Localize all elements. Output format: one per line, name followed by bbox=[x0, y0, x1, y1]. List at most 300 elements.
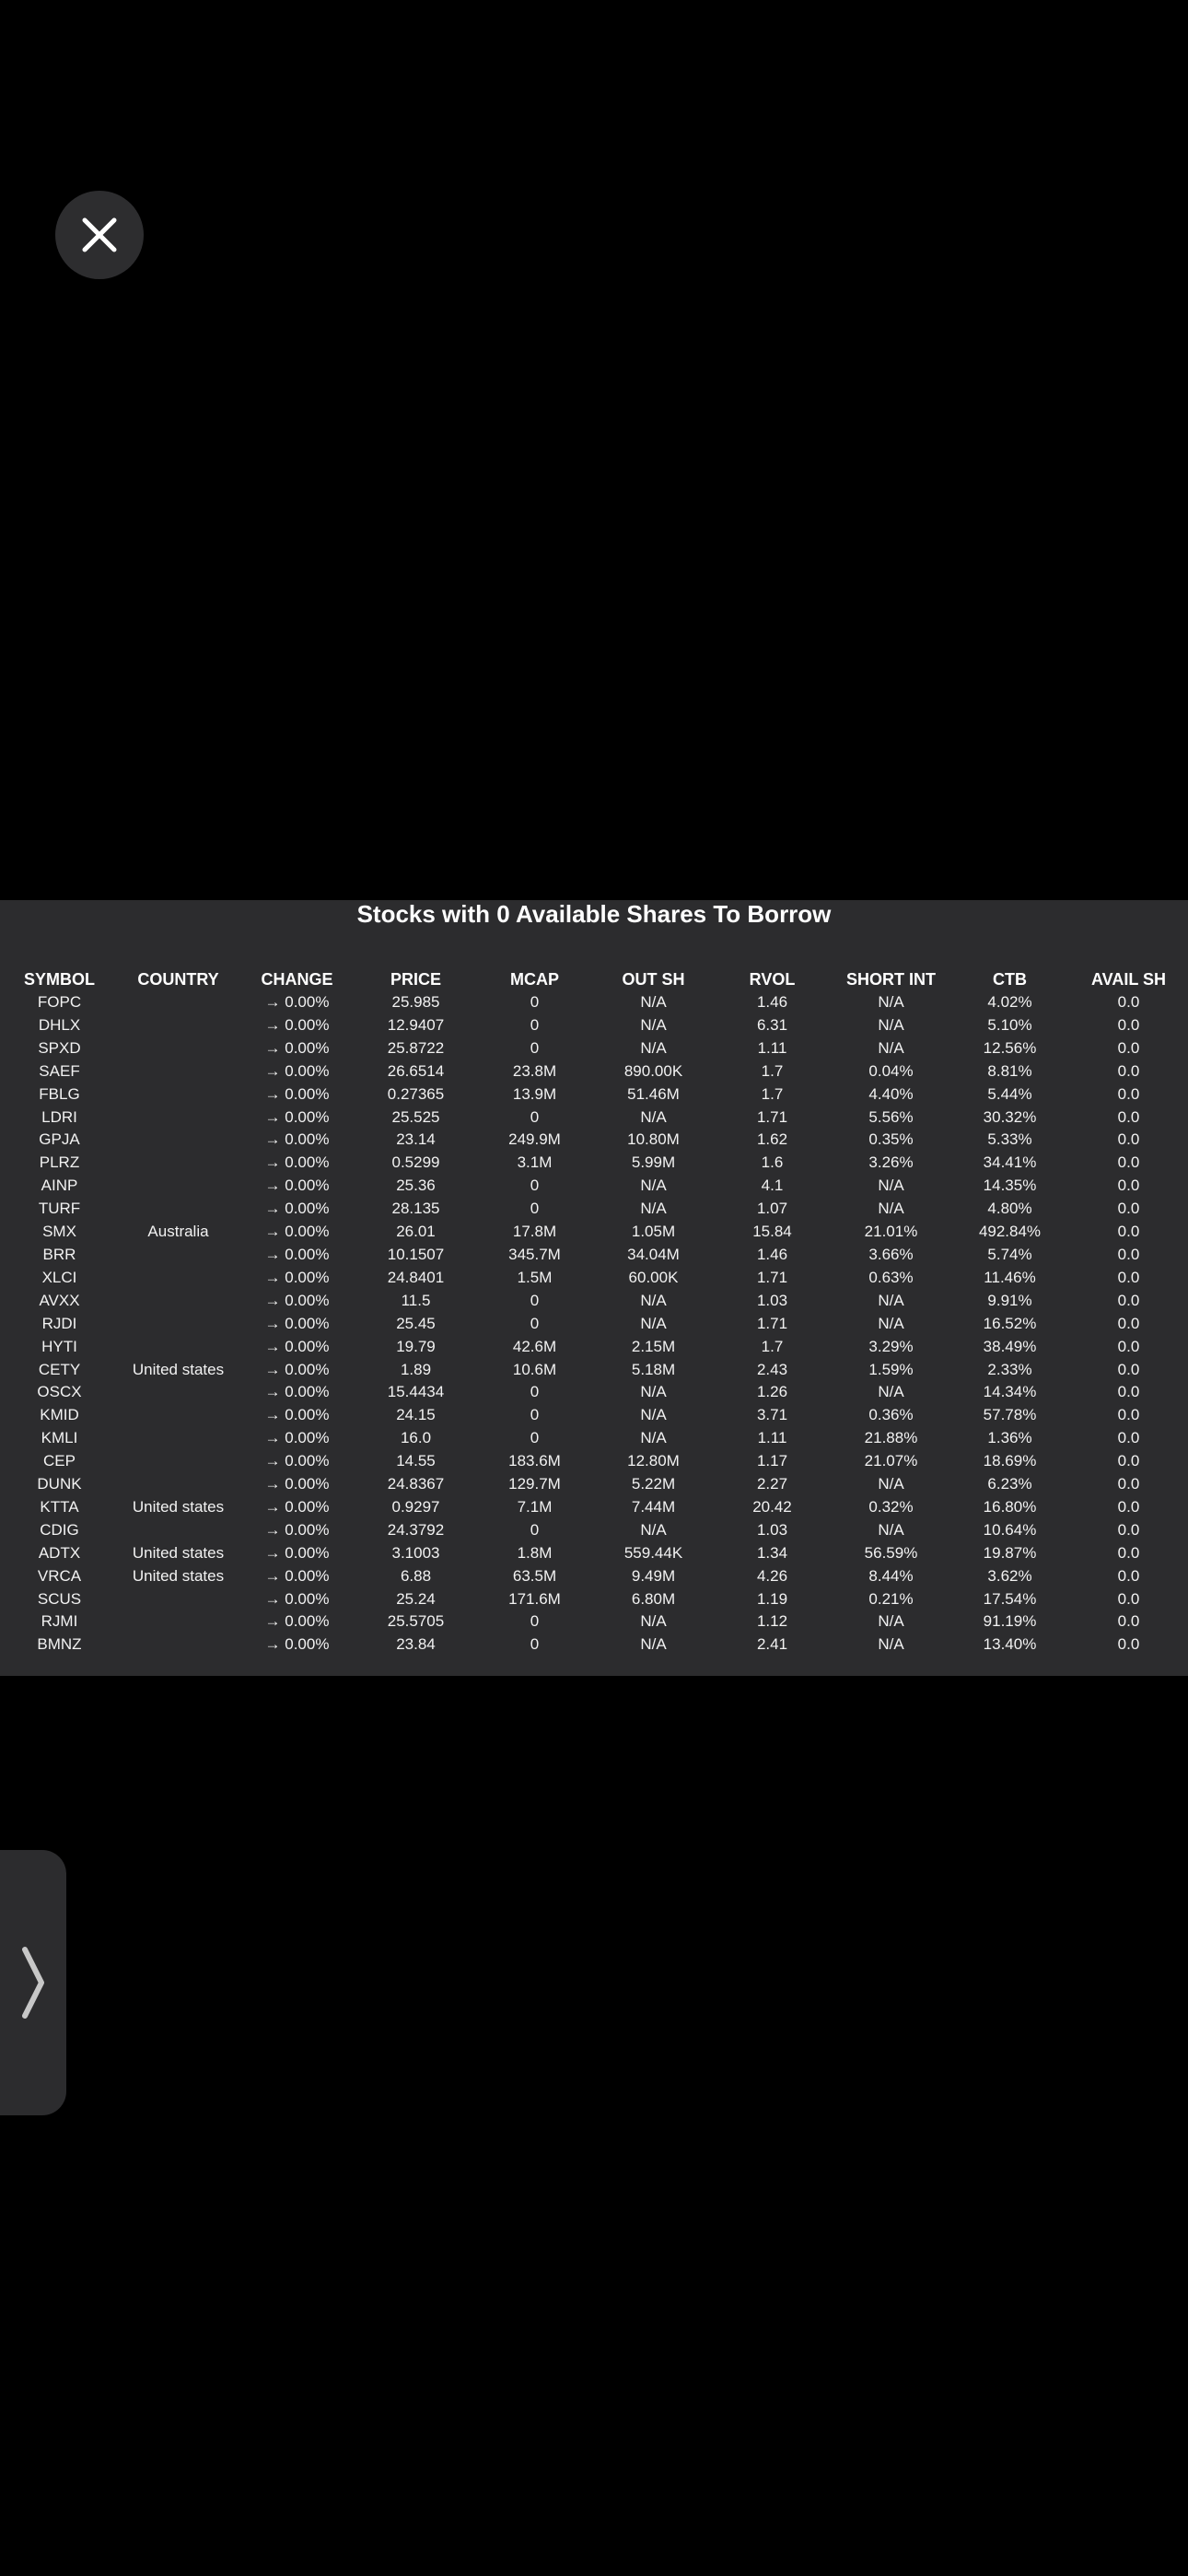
table-cell: 23.14 bbox=[396, 1130, 436, 1149]
table-cell: 21.01% bbox=[864, 1223, 918, 1241]
table-cell: 0.0 bbox=[1117, 1543, 1140, 1562]
table-cell: FBLG bbox=[39, 1084, 80, 1103]
column-header: SYMBOL bbox=[23, 970, 95, 989]
table-cell bbox=[119, 1060, 238, 1083]
table-cell: 25.24 bbox=[396, 1589, 436, 1608]
table-cell: LDRI bbox=[41, 1107, 77, 1126]
table-cell: 0 bbox=[530, 1107, 540, 1126]
table-cell: 7.1M bbox=[517, 1497, 553, 1516]
table-cell: → 0.00% bbox=[264, 1612, 330, 1631]
table-cell: 0 bbox=[530, 1314, 540, 1332]
table-cell: N/A bbox=[878, 1015, 904, 1034]
table-cell: 19.79 bbox=[396, 1337, 436, 1355]
table-cell: BRR bbox=[42, 1245, 76, 1263]
table-cell: 0.0 bbox=[1117, 1200, 1140, 1218]
table-cell: 25.5705 bbox=[387, 1612, 445, 1631]
table-cell: 51.46M bbox=[627, 1084, 680, 1103]
table-cell: 0 bbox=[530, 1520, 540, 1539]
table-cell: 1.62 bbox=[756, 1130, 788, 1149]
table-cell: 1.19 bbox=[756, 1589, 788, 1608]
stocks-table bbox=[0, 967, 1188, 1657]
table-cell: → 0.00% bbox=[264, 1635, 330, 1654]
table-cell: → 0.00% bbox=[264, 1130, 330, 1149]
table-cell bbox=[119, 1290, 238, 1313]
table-cell bbox=[119, 1427, 238, 1450]
table-cell: 4.80% bbox=[987, 1200, 1032, 1218]
table-cell: 26.01 bbox=[396, 1223, 436, 1241]
table-cell: 0.0 bbox=[1117, 1314, 1140, 1332]
table-cell bbox=[119, 1404, 238, 1427]
table-cell: → 0.00% bbox=[264, 1360, 330, 1378]
table-cell: → 0.00% bbox=[264, 1061, 330, 1080]
table-cell: 23.8M bbox=[512, 1061, 557, 1080]
table-cell: N/A bbox=[878, 1291, 904, 1309]
table-cell: 14.34% bbox=[983, 1383, 1037, 1401]
table-row bbox=[0, 1359, 1188, 1382]
table-cell: 14.35% bbox=[983, 1177, 1037, 1195]
table-cell bbox=[119, 1610, 238, 1633]
table-cell: 16.52% bbox=[983, 1314, 1037, 1332]
table-cell: 3.66% bbox=[868, 1245, 914, 1263]
table-cell: 91.19% bbox=[983, 1612, 1037, 1631]
table-row bbox=[0, 1267, 1188, 1290]
table-cell: 57.78% bbox=[983, 1406, 1037, 1424]
table-cell: 5.22M bbox=[631, 1475, 676, 1493]
table-cell: 171.6M bbox=[508, 1589, 561, 1608]
table-cell bbox=[119, 1037, 238, 1060]
table-cell: 1.11 bbox=[757, 1038, 787, 1057]
table-cell: 0.9297 bbox=[391, 1497, 440, 1516]
table-row bbox=[0, 1060, 1188, 1083]
table-cell: 0.0 bbox=[1117, 1130, 1140, 1149]
table-cell: 1.71 bbox=[756, 1314, 788, 1332]
table-row bbox=[0, 1083, 1188, 1107]
table-cell: N/A bbox=[640, 1635, 667, 1654]
table-cell: 0.0 bbox=[1117, 1268, 1140, 1286]
table-cell bbox=[119, 1381, 238, 1404]
table-cell: 10.80M bbox=[627, 1130, 680, 1149]
table-cell: → 0.00% bbox=[264, 1038, 330, 1057]
table-cell: 0 bbox=[530, 1429, 540, 1447]
table-row bbox=[0, 1496, 1188, 1519]
table-cell: 0.0 bbox=[1117, 1061, 1140, 1080]
table-cell: 2.43 bbox=[756, 1360, 788, 1378]
table-cell: 1.36% bbox=[987, 1429, 1032, 1447]
table-cell: 12.56% bbox=[983, 1038, 1037, 1057]
table-row bbox=[0, 1244, 1188, 1267]
table-cell: 19.87% bbox=[983, 1543, 1037, 1562]
table-cell: 0.0 bbox=[1117, 1245, 1140, 1263]
table-cell: N/A bbox=[640, 1107, 667, 1126]
table-row bbox=[0, 1610, 1188, 1633]
column-header: SHORT INT bbox=[846, 970, 936, 989]
table-cell: N/A bbox=[878, 1038, 904, 1057]
table-row bbox=[0, 1037, 1188, 1060]
table-cell: United states bbox=[132, 1566, 225, 1585]
column-header: CHANGE bbox=[261, 970, 333, 989]
table-cell: → 0.00% bbox=[264, 1223, 330, 1241]
table-cell: 25.45 bbox=[396, 1314, 436, 1332]
table-cell: 24.15 bbox=[396, 1406, 436, 1424]
table-cell: 0 bbox=[530, 993, 540, 1011]
table-row bbox=[0, 1633, 1188, 1657]
table-cell: 56.59% bbox=[864, 1543, 918, 1562]
table-cell: N/A bbox=[640, 1200, 667, 1218]
table-cell: 345.7M bbox=[508, 1245, 561, 1263]
table-cell: N/A bbox=[878, 1177, 904, 1195]
table-row bbox=[0, 991, 1188, 1014]
table-cell: 0.0 bbox=[1117, 1406, 1140, 1424]
table-cell: 0.0 bbox=[1117, 1015, 1140, 1034]
table-cell: 16.0 bbox=[400, 1429, 432, 1447]
table-cell: 1.34 bbox=[756, 1543, 788, 1562]
panel-title: Stocks with 0 Available Shares To Borrow bbox=[356, 900, 832, 928]
table-cell: 25.36 bbox=[396, 1177, 436, 1195]
table-cell bbox=[119, 1450, 238, 1473]
table-row bbox=[0, 1290, 1188, 1313]
table-cell: 0.0 bbox=[1117, 1291, 1140, 1309]
table-cell bbox=[119, 1336, 238, 1359]
table-row bbox=[0, 1450, 1188, 1473]
table-cell: 4.40% bbox=[868, 1084, 914, 1103]
table-cell: KTTA bbox=[40, 1497, 79, 1516]
table-cell: GPJA bbox=[39, 1130, 80, 1149]
table-cell: 2.15M bbox=[631, 1337, 676, 1355]
table-cell: 559.44K bbox=[623, 1543, 683, 1562]
table-cell: XLCI bbox=[41, 1268, 77, 1286]
table-cell: 15.4434 bbox=[387, 1383, 445, 1401]
table-cell: 0 bbox=[530, 1383, 540, 1401]
table-row bbox=[0, 1014, 1188, 1037]
table-cell: 8.44% bbox=[868, 1566, 914, 1585]
table-cell: 1.8M bbox=[517, 1543, 553, 1562]
column-header: MCAP bbox=[510, 970, 559, 989]
table-cell: 18.69% bbox=[983, 1452, 1037, 1470]
table-cell: 0.27365 bbox=[387, 1084, 445, 1103]
table-cell: 15.84 bbox=[752, 1223, 792, 1241]
table-cell: PLRZ bbox=[39, 1153, 80, 1172]
table-cell: N/A bbox=[878, 1383, 904, 1401]
table-cell: 6.88 bbox=[400, 1566, 432, 1585]
table-cell: 13.40% bbox=[983, 1635, 1037, 1654]
table-cell: 0.0 bbox=[1117, 1612, 1140, 1631]
table-row bbox=[0, 1221, 1188, 1244]
table-cell: 5.33% bbox=[987, 1130, 1032, 1149]
table-cell: 24.3792 bbox=[387, 1520, 445, 1539]
table-cell: N/A bbox=[640, 1015, 667, 1034]
table-cell: → 0.00% bbox=[264, 1520, 330, 1539]
table-cell: KMID bbox=[40, 1406, 79, 1424]
table-cell: 2.27 bbox=[756, 1475, 788, 1493]
table-cell: 25.985 bbox=[391, 993, 440, 1011]
table-cell: → 0.00% bbox=[264, 1497, 330, 1516]
table-cell: 38.49% bbox=[983, 1337, 1037, 1355]
close-icon bbox=[81, 217, 118, 253]
table-cell: RJDI bbox=[41, 1314, 77, 1332]
table-cell: 20.42 bbox=[752, 1497, 792, 1516]
table-cell: RJMI bbox=[41, 1612, 78, 1631]
table-cell bbox=[119, 1267, 238, 1290]
table-cell: N/A bbox=[640, 1291, 667, 1309]
table-cell: N/A bbox=[878, 1520, 904, 1539]
table-cell: N/A bbox=[640, 1383, 667, 1401]
table-cell: 0.0 bbox=[1117, 1223, 1140, 1241]
table-cell: 17.8M bbox=[512, 1223, 557, 1241]
table-cell bbox=[119, 1473, 238, 1496]
table-cell: 11.5 bbox=[401, 1291, 431, 1309]
table-cell: 34.04M bbox=[627, 1245, 680, 1263]
column-header: AVAIL SH bbox=[1090, 970, 1166, 989]
table-cell: 6.23% bbox=[987, 1475, 1032, 1493]
table-cell: 0.35% bbox=[868, 1130, 914, 1149]
table-cell: → 0.00% bbox=[264, 1245, 330, 1263]
table-cell bbox=[119, 1633, 238, 1657]
table-cell: N/A bbox=[878, 1635, 904, 1654]
table-cell bbox=[119, 1519, 238, 1542]
table-cell: 0.0 bbox=[1117, 1153, 1140, 1172]
table-cell: SAEF bbox=[39, 1061, 80, 1080]
table-cell: 12.9407 bbox=[387, 1015, 445, 1034]
table-cell: AVXX bbox=[39, 1291, 80, 1309]
table-cell: 1.59% bbox=[868, 1360, 914, 1378]
table-cell: → 0.00% bbox=[264, 1452, 330, 1470]
table-cell: 17.54% bbox=[983, 1589, 1037, 1608]
table-cell: → 0.00% bbox=[264, 1406, 330, 1424]
table-cell: 34.41% bbox=[983, 1153, 1037, 1172]
table-cell: 1.71 bbox=[756, 1107, 788, 1126]
table-cell: 3.62% bbox=[987, 1566, 1032, 1585]
table-cell: 183.6M bbox=[508, 1452, 561, 1470]
table-cell: 0.0 bbox=[1117, 1038, 1140, 1057]
column-header: OUT SH bbox=[622, 970, 685, 989]
table-cell: 10.64% bbox=[983, 1520, 1037, 1539]
table-cell: 3.29% bbox=[868, 1337, 914, 1355]
table-cell: 9.49M bbox=[631, 1566, 676, 1585]
table-cell: 5.44% bbox=[987, 1084, 1032, 1103]
close-button[interactable] bbox=[55, 191, 144, 279]
table-cell: TURF bbox=[38, 1200, 81, 1218]
table-cell: 23.84 bbox=[396, 1635, 436, 1654]
table-cell: → 0.00% bbox=[264, 1268, 330, 1286]
table-cell: N/A bbox=[640, 1314, 667, 1332]
table-cell: 1.6 bbox=[761, 1153, 784, 1172]
table-cell: 0.0 bbox=[1117, 1635, 1140, 1654]
table-cell: CDIG bbox=[40, 1520, 79, 1539]
table-cell: 3.1003 bbox=[391, 1543, 440, 1562]
table-cell: 3.1M bbox=[517, 1153, 553, 1172]
table-cell bbox=[119, 1244, 238, 1267]
table-cell bbox=[119, 1588, 238, 1611]
table-cell: United states bbox=[132, 1497, 225, 1516]
table-cell: 0 bbox=[530, 1406, 540, 1424]
table-cell: → 0.00% bbox=[264, 1015, 330, 1034]
table-cell: 1.71 bbox=[756, 1268, 788, 1286]
table-cell: 16.80% bbox=[983, 1497, 1037, 1516]
table-cell: 2.41 bbox=[756, 1635, 788, 1654]
table-cell: CEP bbox=[43, 1452, 76, 1470]
table-cell: 5.56% bbox=[868, 1107, 914, 1126]
table-cell: → 0.00% bbox=[264, 1177, 330, 1195]
table-cell: 4.26 bbox=[756, 1566, 788, 1585]
table-row bbox=[0, 1565, 1188, 1588]
table-cell: OSCX bbox=[37, 1383, 82, 1401]
table-cell: 0.0 bbox=[1117, 1383, 1140, 1401]
table-row bbox=[0, 1336, 1188, 1359]
table-cell: United states bbox=[132, 1360, 225, 1378]
table-row bbox=[0, 1175, 1188, 1198]
table-cell: 0 bbox=[530, 1635, 540, 1654]
table-cell: 13.9M bbox=[512, 1084, 557, 1103]
table-cell: 1.07 bbox=[756, 1200, 788, 1218]
table-header-row bbox=[0, 967, 1188, 991]
table-cell: N/A bbox=[878, 1200, 904, 1218]
table-cell: 5.99M bbox=[631, 1153, 676, 1172]
table-cell: 6.80M bbox=[631, 1589, 676, 1608]
table-cell: CETY bbox=[38, 1360, 81, 1378]
stocks-panel bbox=[0, 900, 1188, 1676]
table-cell: 0.0 bbox=[1117, 1084, 1140, 1103]
table-row bbox=[0, 1473, 1188, 1496]
table-cell: 42.6M bbox=[512, 1337, 557, 1355]
table-cell: → 0.00% bbox=[264, 1291, 330, 1309]
table-cell: 0.0 bbox=[1117, 1177, 1140, 1195]
table-cell: VRCA bbox=[37, 1566, 82, 1585]
table-cell: 0.0 bbox=[1117, 1337, 1140, 1355]
table-cell: N/A bbox=[640, 1429, 667, 1447]
table-cell bbox=[119, 1014, 238, 1037]
table-cell: 1.03 bbox=[756, 1520, 788, 1539]
table-row bbox=[0, 1427, 1188, 1450]
table-cell: → 0.00% bbox=[264, 993, 330, 1011]
table-cell: 0.0 bbox=[1117, 1107, 1140, 1126]
table-cell: 0.63% bbox=[868, 1268, 914, 1286]
table-cell: N/A bbox=[878, 1612, 904, 1631]
table-cell: 1.05M bbox=[631, 1223, 676, 1241]
table-body bbox=[0, 991, 1188, 1657]
table-cell: 0.0 bbox=[1117, 993, 1140, 1011]
table-cell: N/A bbox=[640, 1406, 667, 1424]
table-cell: N/A bbox=[640, 1038, 667, 1057]
table-cell: 0.5299 bbox=[391, 1153, 440, 1172]
table-cell: 1.7 bbox=[761, 1061, 784, 1080]
table-cell: → 0.00% bbox=[264, 1566, 330, 1585]
column-header: PRICE bbox=[390, 970, 441, 989]
table-cell: 0.32% bbox=[868, 1497, 914, 1516]
table-row bbox=[0, 1129, 1188, 1152]
table-cell: SPXD bbox=[38, 1038, 81, 1057]
table-cell: 24.8401 bbox=[387, 1268, 445, 1286]
table-cell: 1.89 bbox=[400, 1360, 432, 1378]
table-cell: → 0.00% bbox=[264, 1314, 330, 1332]
table-cell: 11.46% bbox=[984, 1268, 1036, 1286]
chevron-right-icon bbox=[19, 1944, 47, 2021]
table-cell: → 0.00% bbox=[264, 1337, 330, 1355]
table-cell bbox=[119, 1152, 238, 1175]
table-cell: 1.46 bbox=[756, 993, 788, 1011]
table-cell: 0 bbox=[530, 1038, 540, 1057]
table-cell: N/A bbox=[640, 1612, 667, 1631]
table-cell: → 0.00% bbox=[264, 1589, 330, 1608]
table-cell: 0.0 bbox=[1117, 1497, 1140, 1516]
column-header: RVOL bbox=[749, 970, 796, 989]
table-cell: 9.91% bbox=[987, 1291, 1032, 1309]
table-cell: 890.00K bbox=[623, 1061, 683, 1080]
table-cell: 0 bbox=[530, 1015, 540, 1034]
table-row bbox=[0, 1588, 1188, 1611]
table-cell: 129.7M bbox=[508, 1475, 561, 1493]
table-cell: DHLX bbox=[38, 1015, 81, 1034]
table-cell: 1.5M bbox=[517, 1268, 553, 1286]
table-cell: 0.0 bbox=[1117, 1360, 1140, 1378]
table-cell: 5.10% bbox=[987, 1015, 1032, 1034]
table-cell: 0.0 bbox=[1117, 1475, 1140, 1493]
table-cell: 0 bbox=[530, 1177, 540, 1195]
column-header: CTB bbox=[993, 970, 1027, 989]
table-cell: → 0.00% bbox=[264, 1084, 330, 1103]
table-cell bbox=[119, 1083, 238, 1107]
table-cell: 7.44M bbox=[631, 1497, 676, 1516]
table-cell: 14.55 bbox=[396, 1452, 436, 1470]
table-cell: 0.0 bbox=[1117, 1429, 1140, 1447]
table-cell: United states bbox=[132, 1543, 225, 1562]
table-cell: 0.04% bbox=[868, 1061, 914, 1080]
table-cell: 0.0 bbox=[1117, 1452, 1140, 1470]
table-cell: HYTI bbox=[41, 1337, 77, 1355]
table-cell: 0.36% bbox=[868, 1406, 914, 1424]
table-cell: SMX bbox=[42, 1223, 76, 1241]
table-cell: AINP bbox=[41, 1177, 78, 1195]
table-cell: 5.18M bbox=[631, 1360, 676, 1378]
table-cell: → 0.00% bbox=[264, 1429, 330, 1447]
table-row bbox=[0, 1198, 1188, 1221]
table-cell: FOPC bbox=[37, 993, 82, 1011]
table-cell: N/A bbox=[878, 1475, 904, 1493]
table-cell: 25.525 bbox=[391, 1107, 440, 1126]
table-cell: 21.88% bbox=[864, 1429, 918, 1447]
table-cell: 21.07% bbox=[864, 1452, 918, 1470]
table-cell: 1.17 bbox=[756, 1452, 788, 1470]
table-cell: 1.03 bbox=[756, 1291, 788, 1309]
table-cell: 28.135 bbox=[391, 1200, 440, 1218]
table-cell: N/A bbox=[640, 1520, 667, 1539]
table-row bbox=[0, 1404, 1188, 1427]
table-cell: 12.80M bbox=[627, 1452, 680, 1470]
table-cell: N/A bbox=[878, 993, 904, 1011]
table-cell: 4.1 bbox=[761, 1177, 784, 1195]
table-cell: 0.21% bbox=[868, 1589, 914, 1608]
table-cell: 1.26 bbox=[756, 1383, 788, 1401]
table-cell: 1.7 bbox=[761, 1337, 784, 1355]
table-cell bbox=[119, 1175, 238, 1198]
table-cell bbox=[119, 1107, 238, 1130]
table-cell: 63.5M bbox=[512, 1566, 557, 1585]
table-cell: → 0.00% bbox=[264, 1200, 330, 1218]
table-cell: DUNK bbox=[37, 1475, 82, 1493]
table-cell: 10.1507 bbox=[387, 1245, 445, 1263]
table-cell: 26.6514 bbox=[387, 1061, 445, 1080]
table-cell: 10.6M bbox=[512, 1360, 557, 1378]
table-cell bbox=[119, 991, 238, 1014]
table-cell: KMLI bbox=[41, 1429, 78, 1447]
table-cell: ADTX bbox=[38, 1543, 81, 1562]
table-cell: 492.84% bbox=[978, 1223, 1042, 1241]
expand-side-tab[interactable] bbox=[0, 1850, 66, 2115]
table-cell: 5.74% bbox=[987, 1245, 1032, 1263]
table-cell: → 0.00% bbox=[264, 1153, 330, 1172]
table-cell: Australia bbox=[147, 1223, 209, 1241]
table-cell: 0 bbox=[530, 1291, 540, 1309]
table-cell: 1.46 bbox=[756, 1245, 788, 1263]
